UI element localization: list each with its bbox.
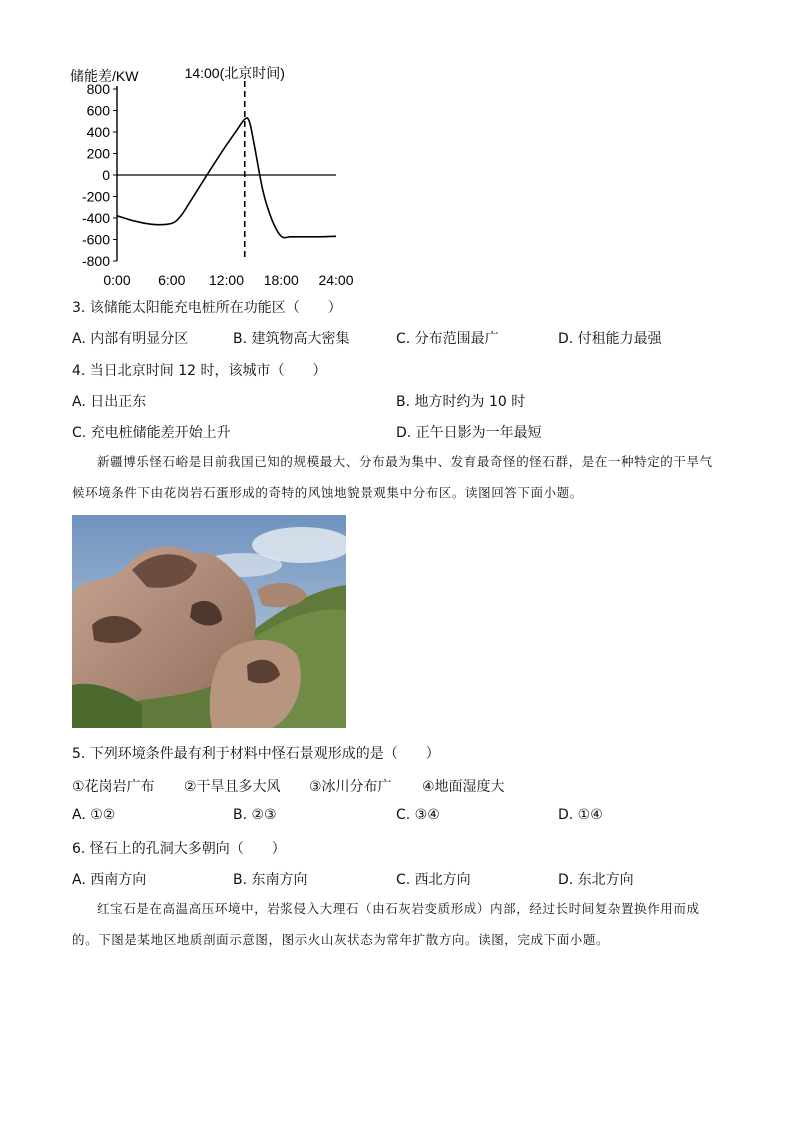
x-tick-label: 18:00 [263, 272, 299, 288]
q6-option-b: B. 东南方向 [233, 872, 308, 888]
q3-option-d: D. 付租能力最强 [558, 331, 662, 347]
q3-option-b: B. 建筑物高大密集 [233, 331, 350, 347]
y-tick-label: -800 [81, 253, 110, 269]
chart-svg [60, 60, 360, 292]
rock-illustration [72, 515, 346, 728]
q5-item-3: ③冰川分布广 [309, 779, 392, 795]
y-tick-label: 200 [86, 145, 110, 162]
question-4-stem: 4. 当日北京时间 12 时，该城市（ ） [72, 363, 327, 379]
y-tick-label: -400 [81, 210, 110, 226]
y-tick-label: -200 [81, 188, 110, 205]
series-line [117, 118, 336, 238]
q5-item-1: ①花岗岩广布 [72, 779, 155, 795]
y-axis-label: 储能差/KW [70, 68, 139, 84]
q5-option-c: C. ③④ [396, 807, 440, 823]
q3-option-a: A. 内部有明显分区 [72, 331, 189, 347]
q4-option-d: D. 正午日影为一年最短 [396, 425, 542, 441]
y-ticks [82, 81, 117, 269]
energy-difference-chart [60, 60, 360, 292]
q4-option-a: A. 日出正东 [72, 394, 147, 410]
x-tick-label: 24:00 [318, 272, 354, 288]
q5-option-a: A. ①② [72, 807, 116, 823]
x-tick-label: 12:00 [208, 272, 245, 288]
q6-option-a: A. 西南方向 [72, 872, 147, 888]
question-5-stem: 5. 下列环境条件最有利于材料中怪石景观形成的是（ ） [72, 746, 440, 762]
q6-option-c: C. 西北方向 [396, 872, 471, 888]
y-tick-label: -600 [81, 231, 110, 248]
q5-item-2: ②干旱且多大风 [184, 779, 281, 795]
y-tick-label: 800 [86, 81, 110, 97]
q4-option-b: B. 地方时约为 10 时 [396, 394, 526, 410]
question-3-stem: 3. 该储能太阳能充电桩所在功能区（ ） [72, 300, 342, 316]
marker-label: 14:00(北京时间) [184, 65, 285, 81]
q5-option-d: D. ①④ [558, 807, 603, 823]
x-tick-label: 6:00 [158, 272, 186, 288]
x-ticks [103, 272, 353, 288]
y-tick-label: 400 [86, 124, 110, 140]
q3-option-c: C. 分布范围最广 [396, 331, 499, 347]
q4-option-c: C. 充电桩储能差开始上升 [72, 425, 231, 441]
q6-option-d: D. 东北方向 [558, 872, 634, 888]
q5-option-b: B. ②③ [233, 807, 277, 823]
granite-rock-photo [72, 515, 346, 728]
q5-item-4: ④地面湿度大 [422, 779, 505, 795]
y-tick-label: 600 [86, 102, 110, 119]
passage-guaishiyu: 新疆博乐怪石峪是目前我国已知的规模最大、分布最为集中、发育最奇怪的怪石群，是在一种特定的干旱气候环境条件下由花岗岩石蛋形成的奇特的风蚀地貌景观集中分布区。读图回答下面小题。 [72, 454, 713, 500]
question-6-stem: 6. 怪石上的孔洞大多朝向（ ） [72, 841, 286, 857]
passage-ruby: 红宝石是在高温高压环境中，岩浆侵入大理石（由石灰岩变质形成）内部，经过长时间复杂置换作用而成的。下图是某地区地质剖面示意图，图示火山灰状态为常年扩散方向。读图，完成下面小题。 [72, 901, 700, 947]
x-tick-label: 0:00 [103, 272, 131, 288]
y-tick-label: 0 [102, 167, 110, 183]
